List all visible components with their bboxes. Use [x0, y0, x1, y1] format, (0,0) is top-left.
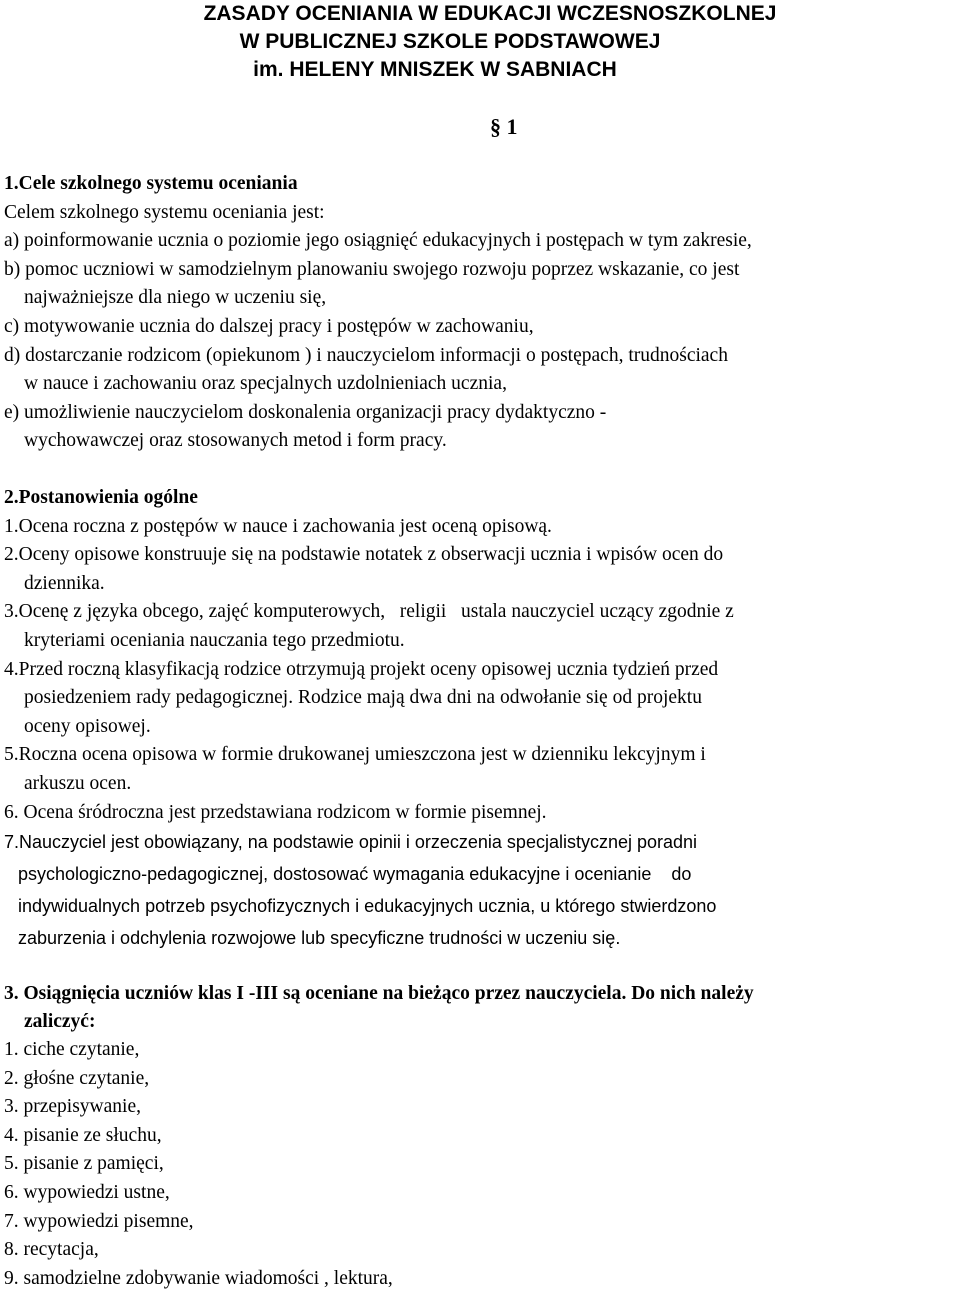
section-goals-heading: 1.Cele szkolnego systemu oceniania	[4, 173, 298, 194]
provision-5-line-2: arkuszu ocen.	[24, 772, 132, 794]
goal-a: a) poinformowanie ucznia o poziomie jego osiągnięć edukacyjnych i postępach w tym zakresie,	[4, 230, 752, 252]
goal-e-line-1: e) umożliwienie nauczycielom doskonalenia organizacji pracy dydaktyczno -	[4, 401, 607, 423]
provision-2-line-2: dziennika.	[24, 572, 105, 594]
section-general-provisions	[4, 484, 960, 827]
provision-7-line-1: 7.Nauczyciel jest obowiązany, na podstawie opinii i orzeczenia specjalistycznej poradni	[4, 832, 698, 852]
provision-4-line-1: 4.Przed roczną klasyfikacją rodzice otrzymują projekt oceny opisowej ucznia tydzień przed	[4, 658, 719, 680]
goals-intro: Celem szkolnego systemu oceniania jest:	[4, 201, 325, 223]
provision-1: 1.Ocena roczna z postępów w nauce i zachowania jest oceną opisową.	[4, 515, 552, 537]
document-title-line-2: W PUBLICZNEJ SZKOLE PODSTAWOWEJ	[239, 30, 661, 53]
goal-b-line-2: najważniejsze dla niego w uczeniu się,	[24, 287, 327, 309]
section-goals	[4, 170, 960, 456]
goal-e-line-2: wychowawczej oraz stosowanych metod i form pracy.	[24, 430, 447, 452]
list-item: 8. recytacja,	[4, 1239, 99, 1261]
provision-7	[4, 826, 960, 954]
paragraph-number: § 1	[490, 114, 518, 139]
provision-6: 6. Ocena śródroczna jest przedstawiana rodzicom w formie pisemnej.	[4, 801, 547, 823]
provision-7-line-4: zaburzenia i odchylenia rozwojowe lub specyficzne trudności w uczeniu się.	[18, 928, 621, 948]
provision-4-line-2: posiedzeniem rady pedagogicznej. Rodzice mają dwa dni na odwołanie się od projektu	[24, 687, 702, 709]
section-general-heading: 2.Postanowienia ogólne	[4, 487, 198, 508]
provision-2-line-1: 2.Oceny opisowe konstruuje się na podstawie notatek z obserwacji ucznia i wpisów ocen do	[4, 544, 724, 566]
goal-b-line-1: b) pomoc uczniowi w samodzielnym planowaniu swojego rozwoju poprzez wskazanie, co jest	[4, 258, 740, 280]
provision-4-line-3: oceny opisowej.	[24, 715, 151, 737]
list-item: 9. samodzielne zdobywanie wiadomości , lektura,	[4, 1267, 393, 1289]
list-item: 6. wypowiedzi ustne,	[4, 1181, 170, 1203]
list-item: 3. przepisywanie,	[4, 1096, 141, 1118]
list-item: 2. głośne czytanie,	[4, 1067, 150, 1089]
achievements-list	[4, 1036, 960, 1293]
section-achievements-heading-line-1: 3. Osiągnięcia uczniów klas I -III są oceniane na bieżąco przez nauczyciela. Do nich należy	[4, 983, 754, 1004]
document-title-line-1: ZASADY OCENIANIA W EDUKACJI WCZESNOSZKOLNEJ	[203, 2, 777, 25]
section-achievements-heading-line-2: zaliczyć:	[24, 1011, 96, 1032]
list-item: 5. pisanie z pamięci,	[4, 1153, 164, 1175]
document-title-line-3: im. HELENY MNISZEK W SABNIACH	[253, 58, 617, 81]
goal-d-line-2: w nauce i zachowaniu oraz specjalnych uzdolnieniach ucznia,	[24, 373, 507, 395]
goal-d-line-1: d) dostarczanie rodzicom (opiekunom ) i nauczycielom informacji o postępach, trudnościach	[4, 344, 728, 366]
list-item: 7. wypowiedzi pisemne,	[4, 1210, 194, 1232]
provision-3-line-1: 3.Ocenę z języka obcego, zajęć komputerowych, religii ustala nauczyciel uczący zgodnie z	[4, 601, 734, 623]
provision-7-line-3: indywidualnych potrzeb psychofizycznych i edukacyjnych ucznia, u którego stwierdzono	[18, 896, 717, 916]
provision-7-line-2: psychologiczno-pedagogicznej, dostosować wymagania edukacyjne i ocenianie do	[18, 864, 692, 884]
list-item: 1. ciche czytanie,	[4, 1039, 140, 1060]
provision-5-line-1: 5.Roczna ocena opisowa w formie drukowanej umieszczona jest w dzienniku lekcyjnym i	[4, 744, 706, 766]
section-achievements	[4, 980, 960, 1293]
goal-c: c) motywowanie ucznia do dalszej pracy i postępów w zachowaniu,	[4, 315, 534, 337]
provision-3-line-2: kryteriami oceniania nauczania tego przedmiotu.	[24, 629, 405, 651]
list-item: 4. pisanie ze słuchu,	[4, 1124, 162, 1146]
